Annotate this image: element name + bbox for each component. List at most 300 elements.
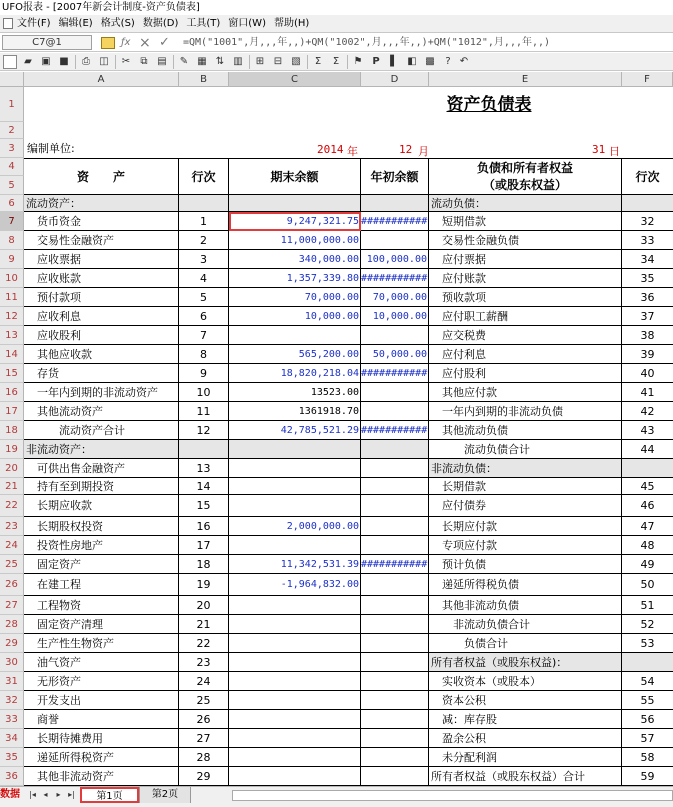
menu-file[interactable]: 文件(F)	[17, 18, 51, 29]
asset-row-no-cell[interactable]	[179, 195, 229, 212]
month-unit: 月	[418, 145, 429, 158]
end-balance-cell[interactable]	[229, 615, 361, 634]
sort-icon[interactable]: ⇅	[215, 56, 225, 67]
row-header[interactable]: 2	[0, 122, 24, 139]
row-header[interactable]: 31	[0, 672, 24, 691]
liability-item-cell[interactable]: 预收款项	[429, 288, 622, 307]
begin-balance-cell[interactable]	[361, 440, 429, 459]
header-row-no: 行次	[179, 158, 229, 195]
row-header[interactable]: 26	[0, 574, 24, 596]
begin-balance-cell[interactable]	[361, 574, 429, 596]
end-balance-cell[interactable]	[229, 691, 361, 710]
end-balance-cell[interactable]: 70,000.00	[229, 288, 361, 307]
liability-row-no-cell[interactable]: 46	[622, 495, 673, 517]
header-end-balance: 期末余额	[229, 158, 361, 195]
row-header[interactable]: 14	[0, 345, 24, 364]
liability-row-no-cell[interactable]: 41	[622, 383, 673, 402]
end-balance-cell[interactable]: 11,000,000.00	[229, 231, 361, 250]
asset-item-cell[interactable]: 固定资产清理	[24, 615, 179, 634]
print-preview-icon[interactable]: ◫	[99, 56, 109, 67]
end-balance-cell[interactable]: 1,357,339.80	[229, 269, 361, 288]
active-cell-c7[interactable]: 9,247,321.75	[229, 212, 361, 231]
liability-item-cell[interactable]: 长期借款	[429, 478, 622, 495]
liability-row-no-cell[interactable]: 58	[622, 748, 673, 767]
liability-item-cell[interactable]: 预计负债	[429, 555, 622, 574]
asset-item-cell[interactable]: 一年内到期的非流动资产	[24, 383, 179, 402]
undo-icon[interactable]: ↶	[459, 56, 469, 67]
begin-balance-cell[interactable]	[361, 326, 429, 345]
liability-item-cell[interactable]: 专项应付款	[429, 536, 622, 555]
end-balance-cell[interactable]	[229, 634, 361, 653]
column-header-f[interactable]: F	[622, 72, 673, 87]
row-header[interactable]: 8	[0, 231, 24, 250]
toolbar	[0, 53, 673, 71]
save-alt-icon[interactable]: ■	[59, 56, 69, 67]
liability-row-no-cell[interactable]: 57	[622, 729, 673, 748]
asset-item-cell[interactable]: 其他非流动资产	[24, 767, 179, 786]
begin-balance-cell[interactable]: ###########	[361, 364, 429, 383]
asset-row-no-cell[interactable]: 5	[179, 288, 229, 307]
asset-row-no-cell[interactable]: 2	[179, 231, 229, 250]
begin-balance-cell[interactable]: 70,000.00	[361, 288, 429, 307]
last-sheet-icon[interactable]: ▸|	[68, 790, 75, 799]
print-icon[interactable]: ⎙	[82, 56, 90, 67]
asset-item-cell[interactable]: 长期应收款	[24, 495, 179, 517]
end-balance-cell[interactable]: 10,000.00	[229, 307, 361, 326]
liability-row-no-cell[interactable]: 56	[622, 710, 673, 729]
row-header[interactable]: 6	[0, 195, 24, 212]
row-header[interactable]: 25	[0, 555, 24, 574]
liability-item-cell[interactable]: 应付账款	[429, 269, 622, 288]
report-month: 12	[399, 143, 413, 156]
cell-format-icon[interactable]: ▦	[197, 56, 207, 67]
begin-balance-cell[interactable]	[361, 195, 429, 212]
formula-input[interactable]: =QM("1001",月,,,年,,)+QM("1002",月,,,年,,)+QM("1012",月,,,年,,)	[183, 37, 551, 48]
row-header[interactable]: 15	[0, 364, 24, 383]
column-header-a[interactable]: A	[24, 72, 179, 87]
paste-icon[interactable]: ▤	[157, 56, 167, 67]
begin-balance-cell[interactable]	[361, 495, 429, 517]
row-header[interactable]: 9	[0, 250, 24, 269]
end-balance-cell[interactable]: 13523.00	[229, 383, 361, 402]
asset-item-cell[interactable]: 其他应收款	[24, 345, 179, 364]
asset-row-no-cell[interactable]: 20	[179, 596, 229, 615]
end-balance-cell[interactable]: 18,820,218.04	[229, 364, 361, 383]
liability-row-no-cell[interactable]: 40	[622, 364, 673, 383]
asset-item-cell[interactable]: 商誉	[24, 710, 179, 729]
menu-format[interactable]: 格式(S)	[100, 18, 135, 29]
new-file-icon[interactable]	[3, 55, 17, 69]
liability-item-cell[interactable]: 负债合计	[429, 634, 622, 653]
bar-chart-icon[interactable]: ▌	[390, 56, 398, 67]
row-header[interactable]: 19	[0, 440, 24, 459]
accept-icon[interactable]: ✓	[159, 35, 170, 50]
liability-row-no-cell[interactable]: 42	[622, 402, 673, 421]
begin-balance-cell[interactable]: ###########	[361, 421, 429, 440]
liability-row-no-cell[interactable]	[622, 195, 673, 212]
row-header[interactable]: 27	[0, 596, 24, 615]
asset-row-no-cell[interactable]: 3	[179, 250, 229, 269]
row-header[interactable]: 16	[0, 383, 24, 402]
asset-row-no-cell[interactable]	[179, 440, 229, 459]
asset-row-no-cell[interactable]: 18	[179, 555, 229, 574]
menu-window[interactable]: 窗口(W)	[228, 18, 266, 29]
menu-edit[interactable]: 编辑(E)	[58, 18, 93, 29]
p-icon[interactable]: P	[372, 56, 380, 67]
window-title-bar	[0, 0, 673, 15]
sum-icon[interactable]: Σ	[314, 56, 322, 67]
format-painter-icon[interactable]: ✎	[179, 56, 189, 67]
row-header[interactable]: 24	[0, 536, 24, 555]
asset-row-no-cell[interactable]: 4	[179, 269, 229, 288]
begin-balance-cell[interactable]	[361, 231, 429, 250]
insert-row-icon[interactable]: ⊞	[255, 56, 265, 67]
row-header[interactable]: 7	[0, 212, 24, 231]
liability-item-cell[interactable]: 非流动负债：	[429, 459, 622, 478]
asset-row-no-cell[interactable]: 19	[179, 574, 229, 596]
row-header[interactable]: 3	[0, 139, 24, 158]
liability-row-no-cell[interactable]: 49	[622, 555, 673, 574]
end-balance-cell[interactable]	[229, 672, 361, 691]
begin-balance-cell[interactable]: 50,000.00	[361, 345, 429, 364]
asset-row-no-cell[interactable]: 9	[179, 364, 229, 383]
year-unit: 年	[347, 145, 358, 158]
liability-item-cell[interactable]: 所有者权益（或股东权益）合计	[429, 767, 622, 786]
asset-item-cell[interactable]: 油气资产	[24, 653, 179, 672]
menu-data[interactable]: 数据(D)	[142, 18, 179, 29]
cell-reference-box[interactable]: C7@1	[2, 35, 92, 50]
liability-row-no-cell[interactable]: 43	[622, 421, 673, 440]
asset-item-cell[interactable]: 长期待摊费用	[24, 729, 179, 748]
toolbar-separator	[75, 55, 76, 69]
mode-indicator: 数据	[0, 789, 20, 800]
liability-row-no-cell[interactable]: 54	[622, 672, 673, 691]
row-header[interactable]: 21	[0, 478, 24, 495]
asset-row-no-cell[interactable]: 24	[179, 672, 229, 691]
asset-row-no-cell[interactable]: 27	[179, 729, 229, 748]
liability-row-no-cell[interactable]: 34	[622, 250, 673, 269]
asset-row-no-cell[interactable]: 11	[179, 402, 229, 421]
select-all-corner[interactable]	[0, 72, 24, 87]
row-header[interactable]: 36	[0, 767, 24, 786]
asset-item-cell[interactable]: 应收账款	[24, 269, 179, 288]
liability-item-cell[interactable]: 应付票据	[429, 250, 622, 269]
liability-row-no-cell[interactable]: 45	[622, 478, 673, 495]
end-balance-cell[interactable]	[229, 459, 361, 478]
liability-item-cell[interactable]: 流动负债：	[429, 195, 622, 212]
liability-row-no-cell[interactable]: 50	[622, 574, 673, 596]
begin-balance-cell[interactable]	[361, 729, 429, 748]
end-balance-cell[interactable]: -1,964,832.00	[229, 574, 361, 596]
asset-item-cell[interactable]: 其他流动资产	[24, 402, 179, 421]
toolbar-separator	[347, 55, 348, 69]
row-header[interactable]: 34	[0, 729, 24, 748]
asset-item-cell[interactable]: 货币资金	[24, 212, 179, 231]
asset-item-cell[interactable]: 预付款项	[24, 288, 179, 307]
end-balance-cell[interactable]: 565,200.00	[229, 345, 361, 364]
liability-row-no-cell[interactable]: 32	[622, 212, 673, 231]
liability-item-cell[interactable]: 应交税费	[429, 326, 622, 345]
tab-page-2[interactable]: 第2页	[139, 787, 191, 803]
toolbar-separator	[307, 55, 308, 69]
liability-item-cell[interactable]: 一年内到期的非流动负债	[429, 402, 622, 421]
liability-item-cell[interactable]: 递延所得税负债	[429, 574, 622, 596]
liability-row-no-cell[interactable]	[622, 459, 673, 478]
end-balance-cell[interactable]	[229, 729, 361, 748]
row-header[interactable]: 1	[0, 87, 24, 122]
menu-bar	[0, 15, 673, 32]
liability-row-no-cell[interactable]: 59	[622, 767, 673, 786]
liability-row-no-cell[interactable]: 36	[622, 288, 673, 307]
status-bar	[0, 803, 673, 807]
liability-row-no-cell[interactable]: 35	[622, 269, 673, 288]
chart-icon[interactable]: ⚑	[353, 56, 363, 67]
end-balance-cell[interactable]	[229, 653, 361, 672]
formula-bar	[0, 32, 673, 52]
asset-row-no-cell[interactable]: 14	[179, 478, 229, 495]
begin-balance-cell[interactable]	[361, 536, 429, 555]
cancel-icon[interactable]: ×	[139, 35, 151, 51]
toolbar-separator	[173, 55, 174, 69]
row-header[interactable]: 12	[0, 307, 24, 326]
end-balance-cell[interactable]: 11,342,531.39	[229, 555, 361, 574]
liability-item-cell[interactable]: 应付利息	[429, 345, 622, 364]
end-balance-cell[interactable]	[229, 748, 361, 767]
row-header[interactable]: 17	[0, 402, 24, 421]
sheet-tab-bar	[0, 786, 673, 803]
begin-balance-cell[interactable]	[361, 459, 429, 478]
liability-row-no-cell[interactable]: 52	[622, 615, 673, 634]
row-header[interactable]: 10	[0, 269, 24, 288]
asset-item-cell[interactable]: 递延所得税资产	[24, 748, 179, 767]
begin-balance-cell[interactable]	[361, 615, 429, 634]
asset-item-cell[interactable]: 开发支出	[24, 691, 179, 710]
liability-row-no-cell[interactable]: 39	[622, 345, 673, 364]
begin-balance-cell[interactable]	[361, 748, 429, 767]
asset-item-cell[interactable]: 应收利息	[24, 307, 179, 326]
begin-balance-cell[interactable]	[361, 710, 429, 729]
prev-sheet-icon[interactable]: ◂	[43, 790, 48, 799]
delete-row-icon[interactable]: ⊟	[273, 56, 283, 67]
asset-row-no-cell[interactable]: 8	[179, 345, 229, 364]
column-header-b[interactable]: B	[179, 72, 229, 87]
header-asset: 资 产	[24, 158, 179, 195]
next-sheet-icon[interactable]: ▸	[56, 790, 61, 799]
merge-icon[interactable]: ▧	[291, 56, 301, 67]
asset-row-no-cell[interactable]: 25	[179, 691, 229, 710]
asset-item-cell[interactable]: 固定资产	[24, 555, 179, 574]
row-header[interactable]: 13	[0, 326, 24, 345]
end-balance-cell[interactable]: 2,000,000.00	[229, 517, 361, 536]
begin-balance-cell[interactable]	[361, 767, 429, 786]
liability-item-cell[interactable]: 交易性金融负债	[429, 231, 622, 250]
begin-balance-cell[interactable]	[361, 402, 429, 421]
asset-item-cell[interactable]: 无形资产	[24, 672, 179, 691]
row-header[interactable]: 28	[0, 615, 24, 634]
begin-balance-cell[interactable]	[361, 478, 429, 495]
liability-item-cell[interactable]: 资本公积	[429, 691, 622, 710]
grid-icon[interactable]: ▥	[233, 56, 243, 67]
row-header[interactable]: 4	[0, 158, 24, 176]
liability-row-no-cell[interactable]: 33	[622, 231, 673, 250]
liability-item-cell[interactable]: 流动负债合计	[429, 440, 622, 459]
end-balance-cell[interactable]	[229, 478, 361, 495]
row-header[interactable]: 33	[0, 710, 24, 729]
header-begin-balance: 年初余额	[361, 158, 429, 195]
asset-item-cell[interactable]: 持有至到期投资	[24, 478, 179, 495]
edit-formula-icon[interactable]	[101, 37, 115, 49]
menu-help[interactable]: 帮助(H)	[273, 18, 310, 29]
begin-balance-cell[interactable]	[361, 596, 429, 615]
context-help-icon[interactable]: ?	[445, 56, 451, 67]
end-balance-cell[interactable]	[229, 326, 361, 345]
column-header-d[interactable]: D	[361, 72, 429, 87]
row-header[interactable]: 18	[0, 421, 24, 440]
row-header[interactable]: 29	[0, 634, 24, 653]
report-title: 资产负债表	[446, 95, 532, 115]
asset-item-cell[interactable]: 应收票据	[24, 250, 179, 269]
end-balance-cell[interactable]	[229, 536, 361, 555]
toolbar-separator	[249, 55, 250, 69]
asset-item-cell[interactable]: 可供出售金融资产	[24, 459, 179, 478]
horizontal-scrollbar[interactable]	[232, 790, 673, 801]
liability-item-cell[interactable]: 减：库存股	[429, 710, 622, 729]
liability-row-no-cell[interactable]: 55	[622, 691, 673, 710]
asset-item-cell[interactable]: 投资性房地产	[24, 536, 179, 555]
liability-item-cell[interactable]: 其他应付款	[429, 383, 622, 402]
liability-item-cell[interactable]: 应付职工薪酬	[429, 307, 622, 326]
document-icon[interactable]	[3, 18, 13, 29]
asset-row-no-cell[interactable]: 17	[179, 536, 229, 555]
row-header[interactable]: 5	[0, 176, 24, 195]
asset-row-no-cell[interactable]: 29	[179, 767, 229, 786]
liability-item-cell[interactable]: 实收资本（或股本）	[429, 672, 622, 691]
begin-balance-cell[interactable]	[361, 672, 429, 691]
asset-item-cell[interactable]: 非流动资产：	[24, 440, 179, 459]
asset-row-no-cell[interactable]: 23	[179, 653, 229, 672]
liability-row-no-cell[interactable]: 51	[622, 596, 673, 615]
tab-page-1[interactable]: 第1页	[80, 787, 139, 803]
asset-item-cell[interactable]: 应收股利	[24, 326, 179, 345]
asset-item-cell[interactable]: 存货	[24, 364, 179, 383]
asset-item-cell[interactable]: 流动资产：	[24, 195, 179, 212]
asset-row-no-cell[interactable]: 6	[179, 307, 229, 326]
end-balance-cell[interactable]	[229, 767, 361, 786]
asset-row-no-cell[interactable]: 7	[179, 326, 229, 345]
begin-balance-cell[interactable]	[361, 383, 429, 402]
liability-item-cell[interactable]: 其他非流动负债	[429, 596, 622, 615]
header-row-no-right: 行次	[622, 158, 673, 195]
liability-item-cell[interactable]: 其他流动负债	[429, 421, 622, 440]
row-header[interactable]: 30	[0, 653, 24, 672]
begin-balance-cell[interactable]	[361, 517, 429, 536]
begin-balance-cell[interactable]	[361, 653, 429, 672]
begin-balance-cell[interactable]: ###########	[361, 555, 429, 574]
row-header[interactable]: 11	[0, 288, 24, 307]
liability-row-no-cell[interactable]: 44	[622, 440, 673, 459]
asset-row-no-cell[interactable]: 13	[179, 459, 229, 478]
menu-tools[interactable]: 工具(T)	[186, 18, 221, 29]
split-icon[interactable]: ◧	[407, 56, 417, 67]
header-liab-line1: 负债和所有者权益	[476, 161, 573, 175]
liability-item-cell[interactable]: 应付债券	[429, 495, 622, 517]
liability-row-no-cell[interactable]: 48	[622, 536, 673, 555]
zoom-icon[interactable]: ▩	[425, 56, 435, 67]
begin-balance-cell[interactable]: ###########	[361, 269, 429, 288]
begin-balance-cell[interactable]	[361, 634, 429, 653]
asset-row-no-cell[interactable]: 26	[179, 710, 229, 729]
window-title: UFO报表 - [2007年新会计制度-资产负债表]	[2, 2, 200, 13]
begin-balance-cell[interactable]: 10,000.00	[361, 307, 429, 326]
liability-item-cell[interactable]: 非流动负债合计	[429, 615, 622, 634]
liability-row-no-cell[interactable]: 38	[622, 326, 673, 345]
asset-item-cell[interactable]: 在建工程	[24, 574, 179, 596]
asset-row-no-cell[interactable]: 12	[179, 421, 229, 440]
sum-all-icon[interactable]: Σ	[332, 56, 340, 67]
asset-row-no-cell[interactable]: 28	[179, 748, 229, 767]
spreadsheet-grid	[0, 72, 673, 786]
liability-item-cell[interactable]: 盈余公积	[429, 729, 622, 748]
liability-item-cell[interactable]: 长期应付款	[429, 517, 622, 536]
liability-row-no-cell[interactable]: 47	[622, 517, 673, 536]
column-header-c[interactable]: C	[229, 72, 361, 87]
asset-row-no-cell[interactable]: 22	[179, 634, 229, 653]
fx-icon[interactable]: ƒx	[121, 37, 131, 48]
liability-item-cell[interactable]: 未分配利润	[429, 748, 622, 767]
row-header[interactable]: 32	[0, 691, 24, 710]
begin-balance-cell[interactable]: 100,000.00	[361, 250, 429, 269]
save-icon[interactable]: ▣	[41, 56, 51, 67]
copy-icon[interactable]: ⧉	[140, 56, 148, 67]
asset-item-cell[interactable]: 长期股权投资	[24, 517, 179, 536]
cut-icon[interactable]: ✂	[121, 56, 131, 67]
report-day: 31	[592, 143, 606, 156]
asset-row-no-cell[interactable]: 15	[179, 495, 229, 517]
asset-row-no-cell[interactable]: 1	[179, 212, 229, 231]
end-balance-cell[interactable]: 42,785,521.29	[229, 421, 361, 440]
asset-item-cell[interactable]: 工程物资	[24, 596, 179, 615]
asset-row-no-cell[interactable]: 10	[179, 383, 229, 402]
begin-balance-cell[interactable]: ###########	[361, 212, 429, 231]
end-balance-cell[interactable]	[229, 440, 361, 459]
end-balance-cell[interactable]	[229, 195, 361, 212]
first-sheet-icon[interactable]: |◂	[29, 790, 36, 799]
liability-row-no-cell[interactable]: 53	[622, 634, 673, 653]
row-header[interactable]: 20	[0, 459, 24, 478]
row-header[interactable]: 35	[0, 748, 24, 767]
asset-item-cell[interactable]: 流动资产合计	[24, 421, 179, 440]
liability-row-no-cell[interactable]	[622, 653, 673, 672]
liability-item-cell[interactable]: 应付股利	[429, 364, 622, 383]
liability-row-no-cell[interactable]: 37	[622, 307, 673, 326]
liability-item-cell[interactable]: 短期借款	[429, 212, 622, 231]
open-folder-icon[interactable]: ▰	[24, 56, 32, 67]
end-balance-cell[interactable]	[229, 495, 361, 517]
asset-row-no-cell[interactable]: 16	[179, 517, 229, 536]
begin-balance-cell[interactable]	[361, 691, 429, 710]
end-balance-cell[interactable]	[229, 596, 361, 615]
asset-item-cell[interactable]: 生产性生物资产	[24, 634, 179, 653]
column-header-e[interactable]: E	[429, 72, 622, 87]
end-balance-cell[interactable]: 340,000.00	[229, 250, 361, 269]
row-header[interactable]: 22	[0, 495, 24, 517]
asset-item-cell[interactable]: 交易性金融资产	[24, 231, 179, 250]
end-balance-cell[interactable]: 1361918.70	[229, 402, 361, 421]
end-balance-cell[interactable]	[229, 710, 361, 729]
liability-item-cell[interactable]: 所有者权益（或股东权益)：	[429, 653, 622, 672]
asset-row-no-cell[interactable]: 21	[179, 615, 229, 634]
row-header[interactable]: 23	[0, 517, 24, 536]
